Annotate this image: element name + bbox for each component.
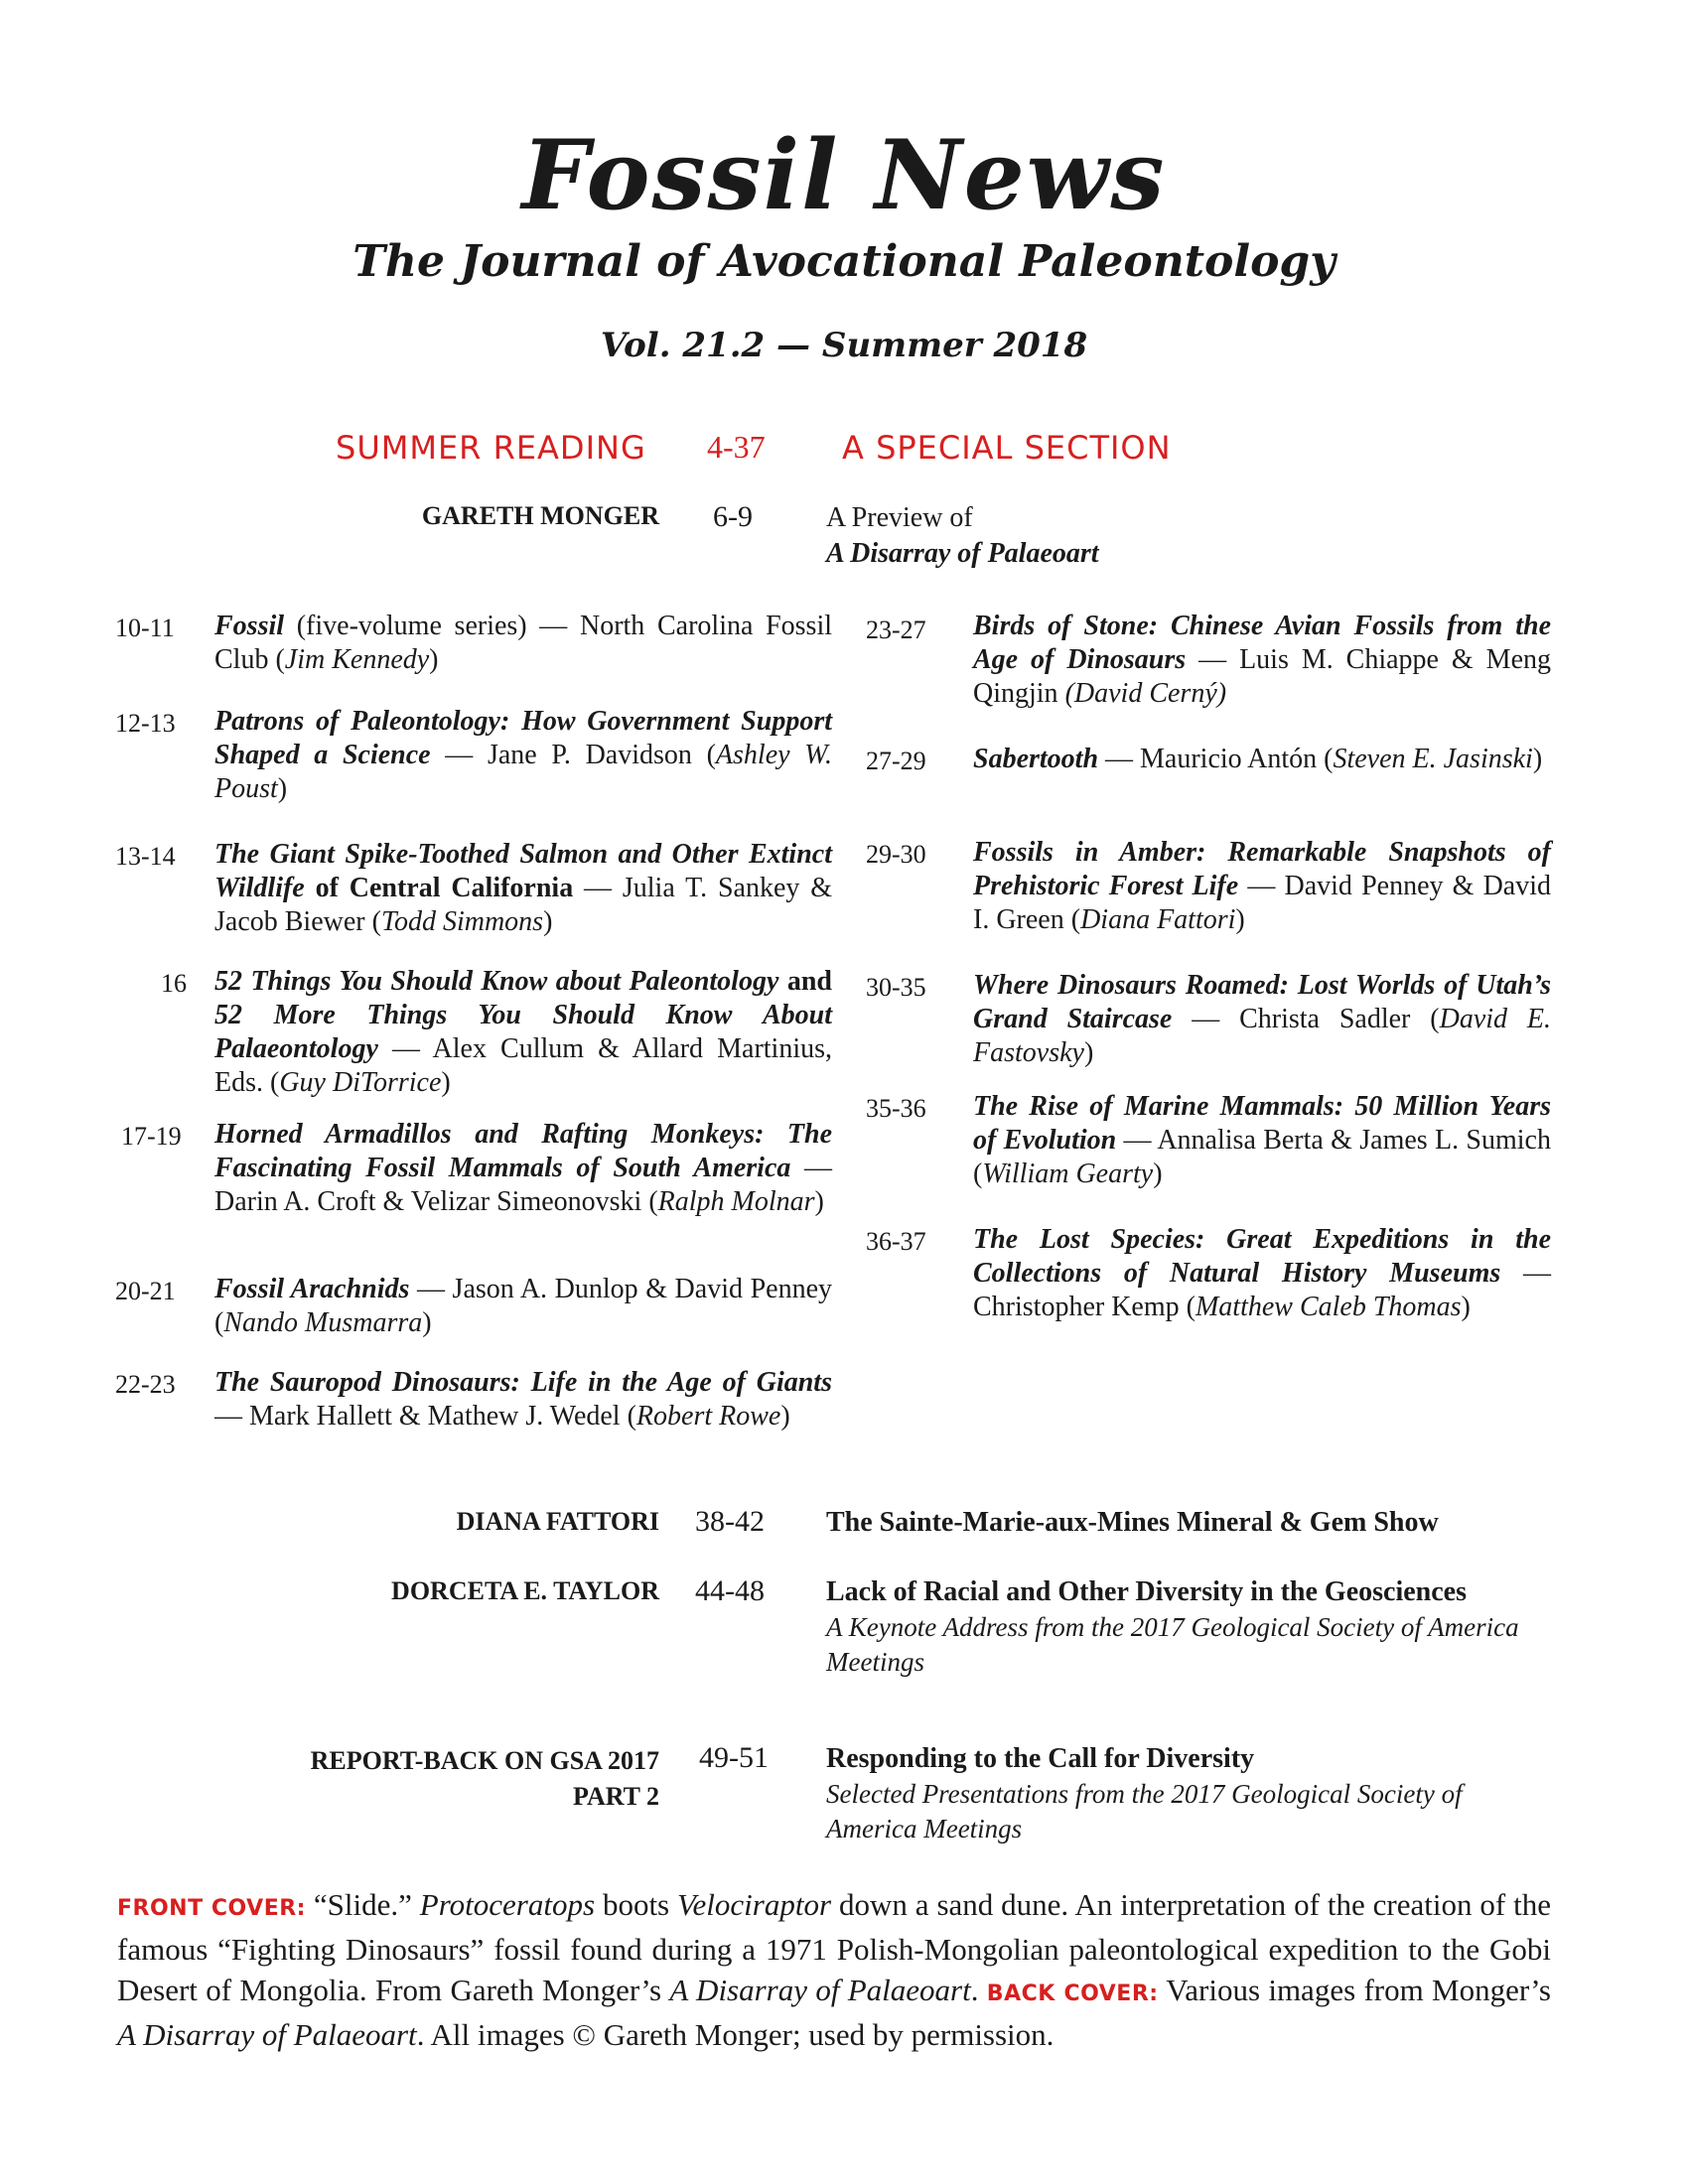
review-entry <box>973 836 1551 937</box>
review-title: Birds of Stone: Chinese Avian Fossils from the Age of Dinosaurs <box>973 611 1551 675</box>
review-pages: 13-14 <box>115 842 176 871</box>
review-title: The Lost Species: Great Expeditions in the Collections of Natural History Museums <box>973 1224 1551 1289</box>
review-title: Patrons of Paleontology: How Government Support Shaped a Science <box>214 706 832 770</box>
review-close: ) <box>1083 1037 1094 1068</box>
preview-title <box>826 500 1521 572</box>
article-subtitle: A Keynote Address from the 2017 Geological Society of America Meetings <box>826 1612 1519 1677</box>
article-author-line2: PART 2 <box>573 1782 659 1811</box>
article-pages: 49-51 <box>699 1741 769 1774</box>
special-section-label: SUMMER READING <box>336 429 646 467</box>
journal-title: Fossil News <box>521 119 1167 231</box>
review-entry <box>973 1090 1551 1191</box>
article-author <box>222 1743 659 1815</box>
review-title-2: 52 More Things You Should Know About Palaeontology <box>214 1000 832 1064</box>
review-close: ) <box>1461 1292 1471 1322</box>
review-close: ) <box>543 906 553 937</box>
review-entry <box>214 965 832 1100</box>
review-title: The Giant Spike-Toothed Salmon and Other Extinct Wildlife <box>214 839 832 903</box>
review-credit: — Christopher Kemp ( <box>973 1258 1552 1322</box>
article-pages: 38-42 <box>695 1505 765 1538</box>
article-subtitle: Selected Presentations from the 2017 Geological Society of America Meetings <box>826 1779 1463 1843</box>
review-credit: — Julia T. Sankey & Jacob Biewer ( <box>214 873 832 937</box>
article-block <box>826 1574 1541 1680</box>
journal-subtitle: The Journal of Avocational Paleontology <box>352 236 1336 287</box>
review-entry <box>214 1118 832 1219</box>
review-pages: 30-35 <box>866 973 926 1002</box>
article-title: Lack of Racial and Other Diversity in the Geosciences <box>826 1576 1467 1607</box>
article-block <box>826 1741 1541 1846</box>
review-reviewer: William Gearty <box>982 1159 1154 1189</box>
review-title: Fossils in Amber: Remarkable Snapshots of Prehistoric Forest Life <box>973 837 1551 901</box>
review-reviewer: Diana Fattori <box>1080 904 1236 935</box>
review-pages: 16 <box>161 969 187 998</box>
review-entry <box>973 743 1551 776</box>
credit-text: Various images from Monger’s <box>1158 1973 1551 2007</box>
review-pages: 27-29 <box>866 747 926 775</box>
review-close: ) <box>780 1401 790 1432</box>
article-author: DIANA FATTORI <box>456 1507 659 1536</box>
review-pages: 23-27 <box>866 615 926 644</box>
review-pages: 20-21 <box>115 1277 176 1305</box>
review-title: Sabertooth <box>973 744 1099 774</box>
review-reviewer: Ashley W. Poust <box>214 740 832 804</box>
credit-text: “Slide.” <box>305 1887 420 1922</box>
review-close: ) <box>277 773 288 804</box>
article-title: Responding to the Call for Diversity <box>826 1743 1255 1774</box>
special-section-pages: 4-37 <box>707 429 766 465</box>
review-entry <box>214 1273 832 1340</box>
review-reviewer: Guy DiTorrice <box>279 1067 442 1098</box>
review-reviewer: David E. Fastovsky <box>973 1004 1551 1068</box>
review-entry <box>214 705 832 806</box>
review-title: 52 Things You Should Know about Paleontology <box>214 966 779 997</box>
review-credit: — David Penney & David I. Green ( <box>973 871 1552 935</box>
article-title: The Sainte-Marie-aux-Mines Mineral & Gem Show <box>826 1507 1439 1538</box>
review-reviewer: Ralph Molnar <box>657 1186 815 1217</box>
review-pages: 22-23 <box>115 1370 176 1399</box>
review-close: ) <box>814 1186 824 1217</box>
review-pages: 35-36 <box>866 1094 926 1123</box>
review-credit: — Christa Sadler ( <box>1172 1004 1440 1034</box>
article-author-line1: REPORT-BACK ON GSA 2017 <box>310 1746 659 1775</box>
review-credit: — Luis M. Chiappe & Meng Qingjin <box>973 644 1551 709</box>
review-title-cont: of Central California <box>304 873 574 903</box>
review-entry <box>973 1223 1551 1324</box>
cover-credits <box>117 1884 1551 2055</box>
review-close: ) <box>1235 904 1245 935</box>
credit-text: boots <box>595 1887 678 1922</box>
review-pages: 12-13 <box>115 709 176 738</box>
credit-species: Protoceratops <box>419 1887 596 1922</box>
review-entry <box>214 1366 832 1433</box>
preview-line1: A Preview of <box>826 502 973 533</box>
review-credit: — Alex Cullum & Allard Martinius, Eds. ( <box>214 1033 832 1098</box>
review-reviewer: (David Cerný) <box>1064 678 1227 709</box>
review-title: Fossil <box>214 611 285 641</box>
review-credit: — Jane P. Davidson ( <box>430 740 716 770</box>
article-author: DORCETA E. TAYLOR <box>391 1576 659 1605</box>
credit-text: . <box>970 1973 987 2007</box>
review-reviewer: Steven E. Jasinski <box>1333 744 1533 774</box>
back-cover-label: BACK COVER: <box>986 1981 1159 2006</box>
review-close: ) <box>1153 1159 1163 1189</box>
review-reviewer: Matthew Caleb Thomas <box>1195 1292 1462 1322</box>
review-credit: — Mark Hallett & Mathew J. Wedel ( <box>214 1401 636 1432</box>
review-entry <box>214 610 832 677</box>
issue-volume: Vol. 21.2 — Summer 2018 <box>600 326 1088 365</box>
credit-book: A Disarray of Palaeoart <box>669 1973 971 2007</box>
special-section-tag: A SPECIAL SECTION <box>842 429 1172 467</box>
review-pages: 17-19 <box>121 1122 182 1151</box>
credit-book: A Disarray of Palaeoart <box>117 2017 417 2052</box>
review-reviewer: Jim Kennedy <box>284 644 430 675</box>
review-reviewer: Todd Simmons <box>380 906 544 937</box>
article-pages: 44-48 <box>695 1574 765 1607</box>
preview-author: GARETH MONGER <box>421 501 659 530</box>
review-pages: 10-11 <box>115 614 175 642</box>
review-and: and <box>778 966 832 997</box>
credit-text: . All images © Gareth Monger; used by permission. <box>416 2017 1055 2052</box>
review-credit: — Mauricio Antón ( <box>1098 744 1334 774</box>
review-entry <box>973 969 1551 1070</box>
preview-pages: 6-9 <box>713 500 753 533</box>
review-close: ) <box>429 644 439 675</box>
review-credit: (five-volume series) — North Carolina Fossil Club ( <box>214 611 832 675</box>
review-entry <box>214 838 832 939</box>
review-title: Fossil Arachnids <box>214 1274 410 1304</box>
review-reviewer: Nando Musmarra <box>223 1307 423 1338</box>
review-title: The Rise of Marine Mammals: 50 Million Years of Evolution <box>973 1091 1551 1156</box>
credit-text: down a sand dune. An interpretation of the creation of the famous “Fighting Dinosaurs” fossil found during a 1971 Polish-Mongolian paleontological expedition to the Gobi Desert of Mongolia. From Gareth Monger’s <box>117 1887 1551 2007</box>
review-credit: — Darin A. Croft & Velizar Simeonovski ( <box>214 1153 832 1217</box>
credit-species: Velociraptor <box>677 1887 832 1922</box>
review-close: ) <box>422 1307 432 1338</box>
review-close: ) <box>1532 744 1543 774</box>
review-title: Where Dinosaurs Roamed: Lost Worlds of Utah’s Grand Staircase <box>973 970 1551 1034</box>
review-credit: — Jason A. Dunlop & David Penney ( <box>214 1274 832 1338</box>
review-credit: — Annalisa Berta & James L. Sumich ( <box>973 1125 1551 1189</box>
review-close: ) <box>441 1067 451 1098</box>
review-entry <box>973 610 1551 711</box>
front-cover-label: FRONT COVER: <box>117 1896 306 1921</box>
review-pages: 36-37 <box>866 1227 926 1256</box>
review-reviewer: Robert Rowe <box>635 1401 781 1432</box>
preview-book: A Disarray of Palaeoart <box>826 538 1099 569</box>
review-title: The Sauropod Dinosaurs: Life in the Age of Giants <box>214 1367 832 1398</box>
review-pages: 29-30 <box>866 840 926 869</box>
review-title: Horned Armadillos and Rafting Monkeys: The Fascinating Fossil Mammals of South America <box>214 1119 832 1183</box>
